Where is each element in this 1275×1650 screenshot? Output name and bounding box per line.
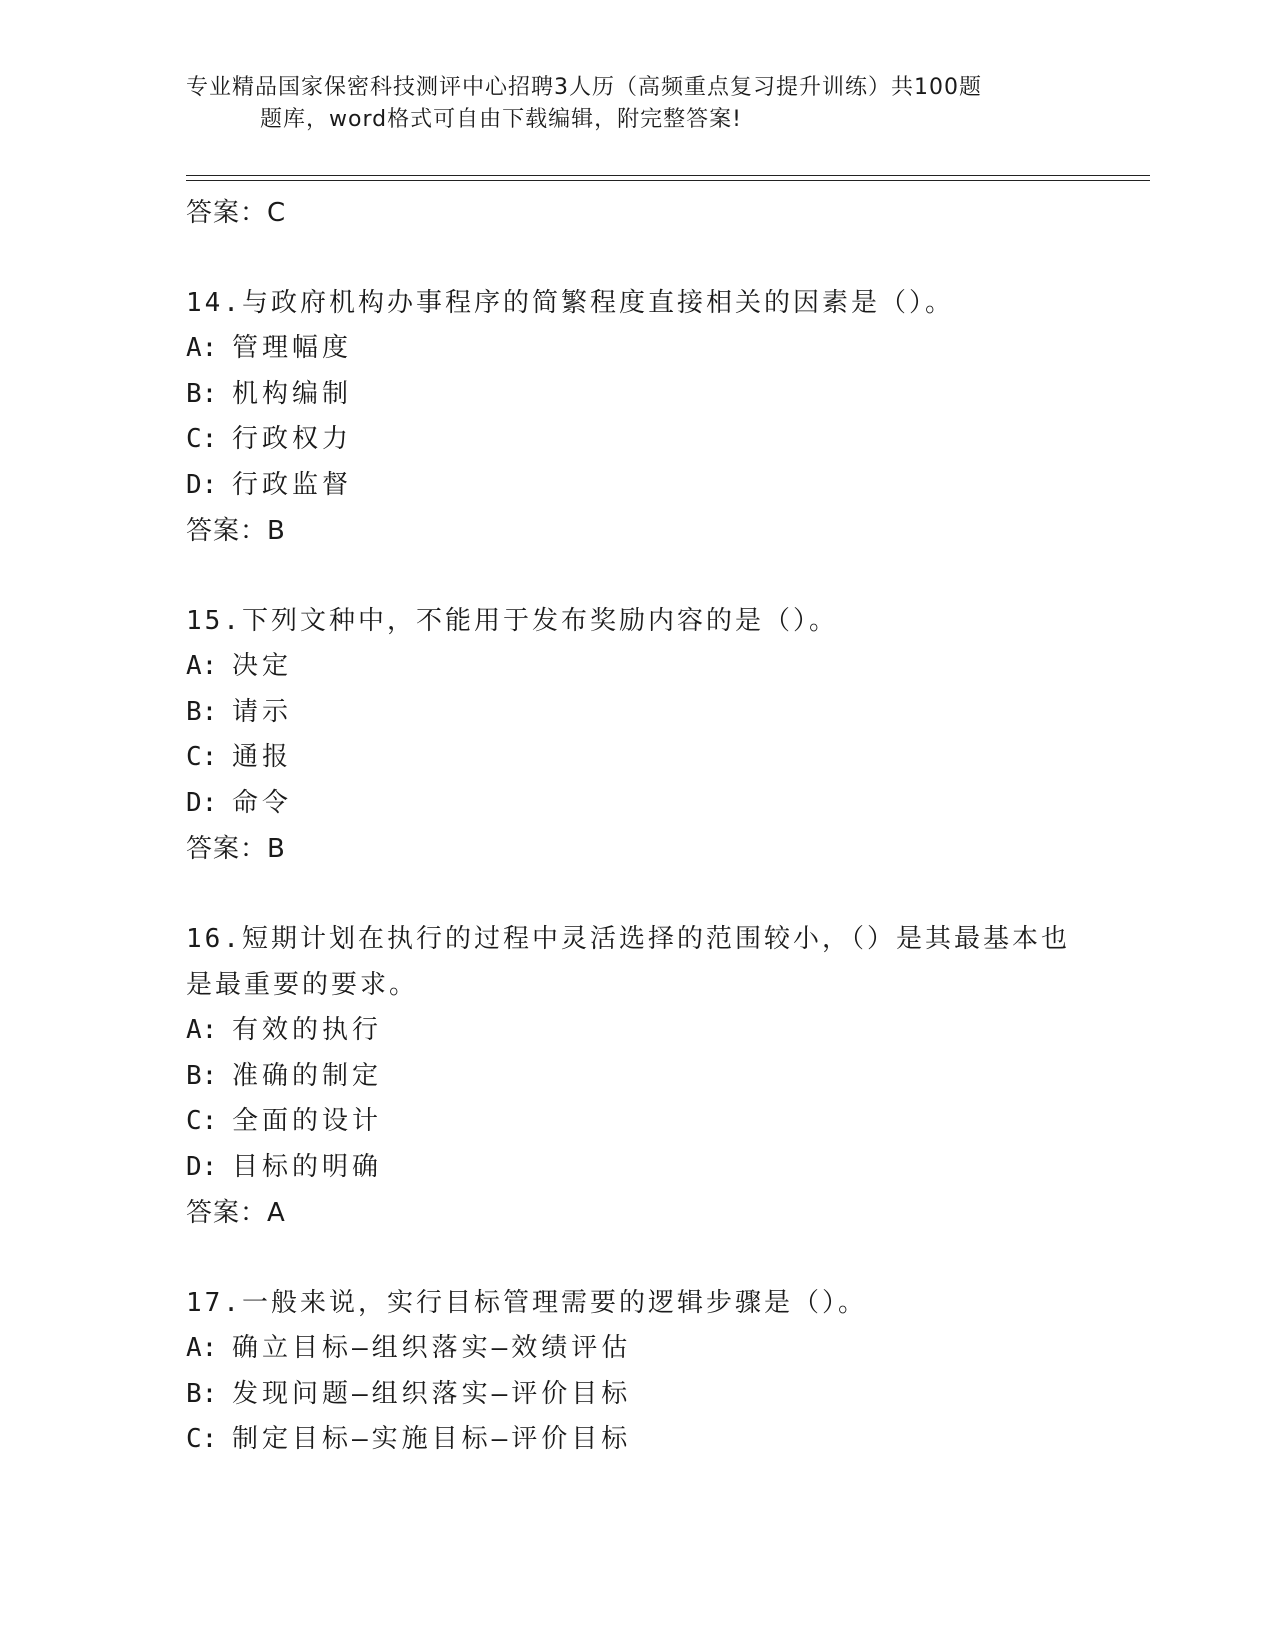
option-key: D:: [186, 787, 218, 818]
option-key: C:: [186, 1424, 218, 1454]
option-a: [186, 1008, 1086, 1054]
header-rule-top: [186, 175, 1150, 176]
option-key: D:: [186, 469, 218, 500]
option-key: C:: [186, 742, 218, 772]
option-text: 全面的设计: [232, 1106, 383, 1136]
question-list: [186, 190, 1086, 1463]
question-15: [186, 598, 1086, 872]
option-text: 机构编制: [232, 378, 353, 409]
previous-answer: 答案：C: [186, 198, 287, 228]
option-key: C:: [186, 424, 218, 454]
option-key: B:: [186, 696, 218, 727]
answer: 答案：B: [186, 516, 286, 546]
option-text: 通报: [232, 742, 293, 772]
option-d: [186, 1145, 1086, 1191]
option-key: A:: [186, 333, 218, 363]
option-text: 行政监督: [232, 469, 353, 500]
option-key: B:: [186, 1060, 218, 1091]
option-text: 请示: [232, 696, 293, 727]
option-c: [186, 1099, 1086, 1145]
option-text: 发现问题—组织落实—评价目标: [232, 1378, 632, 1409]
option-text: 管理幅度: [232, 333, 353, 363]
answer: 答案：B: [186, 834, 286, 864]
option-c: [186, 1417, 1086, 1463]
option-key: B:: [186, 378, 218, 409]
option-text: 决定: [232, 651, 293, 681]
option-text: 行政权力: [232, 424, 353, 454]
question-text: 14.与政府机构办事程序的简繁程度直接相关的因素是（）。: [186, 288, 954, 318]
question-17: [186, 1280, 1086, 1463]
option-a: [186, 1326, 1086, 1372]
option-b: [186, 1372, 1086, 1418]
answer: 答案：A: [186, 1198, 286, 1228]
option-a: [186, 644, 1086, 690]
option-text: 准确的制定: [232, 1060, 383, 1091]
option-key: A:: [186, 1333, 218, 1363]
option-text: 命令: [232, 787, 293, 818]
option-text: 目标的明确: [232, 1151, 383, 1182]
option-b: [186, 1054, 1086, 1100]
option-text: 确立目标—组织落实—效绩评估: [232, 1333, 632, 1363]
option-key: D:: [186, 1151, 218, 1182]
question-text: 15.下列文种中，不能用于发布奖励内容的是（）。: [186, 606, 838, 636]
option-d: [186, 781, 1086, 827]
header-line-2: 题库，word格式可自由下载编辑，附完整答案!: [260, 107, 742, 132]
option-b: [186, 372, 1086, 418]
option-key: A:: [186, 1015, 218, 1045]
option-a: [186, 326, 1086, 372]
option-d: [186, 463, 1086, 509]
question-16: [186, 916, 1086, 1236]
option-key: C:: [186, 1106, 218, 1136]
option-key: A:: [186, 651, 218, 681]
option-text: 有效的执行: [232, 1015, 383, 1045]
question-text: 16.短期计划在执行的过程中灵活选择的范围较小，（）是其最基本也是最重要的要求。: [186, 924, 1070, 1000]
option-b: [186, 690, 1086, 736]
option-key: B:: [186, 1378, 218, 1409]
option-c: [186, 735, 1086, 781]
question-14: [186, 280, 1086, 554]
header-rule-bottom: [186, 180, 1150, 181]
header-line-1: 专业精品国家保密科技测评中心招聘3人历（高频重点复习提升训练）共100题: [186, 75, 982, 100]
page-header: [186, 72, 1066, 136]
option-text: 制定目标—实施目标—评价目标: [232, 1424, 632, 1454]
question-text: 17.一般来说，实行目标管理需要的逻辑步骤是（）。: [186, 1288, 867, 1318]
option-c: [186, 417, 1086, 463]
